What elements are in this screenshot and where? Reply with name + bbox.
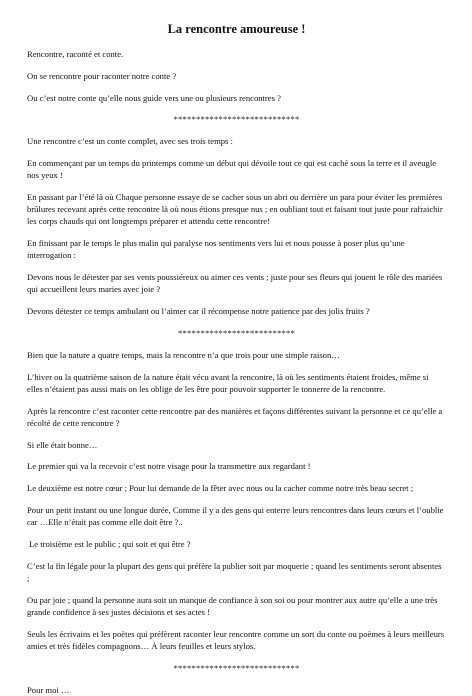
paragraph-winter: L’hiver ou la quatrième saison de la nature était vécu avant la rencontre, là où les sentiments étaient froides, même si elles n’étaient pas aussi mais on les oblige de les être pour pouvoir supporter le tonnerre de la rencontre. [27, 371, 429, 394]
paragraph-first: Le premier qui va la recevoir c’est notre visage pour la transmettre aux regardant ! [27, 461, 311, 472]
paragraph-spring: En commençant par un temps du printemps comme un début qui dévoile tout ce qui est caché sous la terre et il aveugle nos yeux ! [27, 157, 437, 181]
paragraph-legal-end: C’est la fin légale pour la plupart des gens qui préfère la publier soit par moquerie ; quand les sentiments seront absentes ; [27, 560, 442, 583]
paragraph-question-1: On se rencontre pour raconter notre conte ? [27, 70, 177, 81]
paragraph-winds: Devons nous le détester par ses vents poussiéreux ou aimer ces vents ; juste pour ses fleurs qui jouent le rôle des mariées qui accueillent leurs maries avec joie ? [27, 272, 443, 295]
separator-stars: **************************** [173, 662, 300, 673]
paragraph-intro: Rencontre, raconté et conte. [27, 49, 124, 59]
paragraph-four-seasons: Bien que la nature a quatre temps, mais la rencontre n’a que trois pour une simple raison… [27, 349, 340, 360]
separator-stars: ************************** [178, 327, 295, 338]
paragraph-autumn: En finissant par le temps le plus malin qui paralyse nos sentiments vers lui et nous pousse à poser plus qu’une interrogation : [27, 238, 405, 261]
document-title: La rencontre amoureuse ! [167, 22, 306, 36]
paragraph-question-2: Ou c’est notre conte qu’elle nous guide vers une ou plusieurs rencontres ? [27, 92, 281, 103]
paragraph-third: Le troisième est le public ; qui soit et qui être ? [29, 538, 191, 549]
paragraph-duration: Pour un petit instant ou une longue durée, Comme il y a des gens qui enterre leurs rencontres dans leurs cœurs et l’oublie car …Elle n’était pas comme elle doit être ?.. [27, 504, 444, 528]
paragraph-after: Après la rencontre c’est raconter cette rencontre par des manières et façons différentes suivant la personne et ce qu’elle a récolté de cette rencontre ? [27, 405, 443, 428]
paragraph-for-me: Pour moi … [27, 684, 70, 695]
paragraph-if-good: Si elle était bonne… [27, 439, 98, 450]
paragraph-joy: Ou par joie ; quand la personne aura soit un manque de confiance à son soi ou pour montrer aux autre qu’elle a une très grande confidence à ses justes décisions et ses actes ! [27, 594, 438, 617]
paragraph-summer: En passant par l’été là où Chaque personne essaye de se cacher sous un abri ou derrière un para pour éviter les premières brûlures recevant après cette rencontre là où nous étions presque nus ; en oubliant tout et faisant tout juste pour rafraichir les corps chauds qui ont longtemps préparer et attendu cette rencontre! [27, 191, 443, 227]
paragraph-second: Le deuxième est notre cœur ; Pour lui demande de la fêter avec nous ou la cacher comme notre très beau secret ; [27, 483, 414, 494]
paragraph-three-times: Une rencontre c’est un conte complet, avec ses trois temps : [27, 136, 233, 147]
separator-stars: **************************** [173, 114, 300, 125]
paragraph-writers: Seuls les écrivains et les poètes qui préfèrent raconter leur rencontre comme un sort du conte ou poèmes à leurs meilleurs amies et très fidèles compagnons… À leurs feuilles et leurs stylos. [27, 628, 445, 651]
paragraph-fruits: Devons détester ce temps ambulant ou l’aimer car il récompense notre patience par des jolis fruits ? [27, 306, 370, 317]
